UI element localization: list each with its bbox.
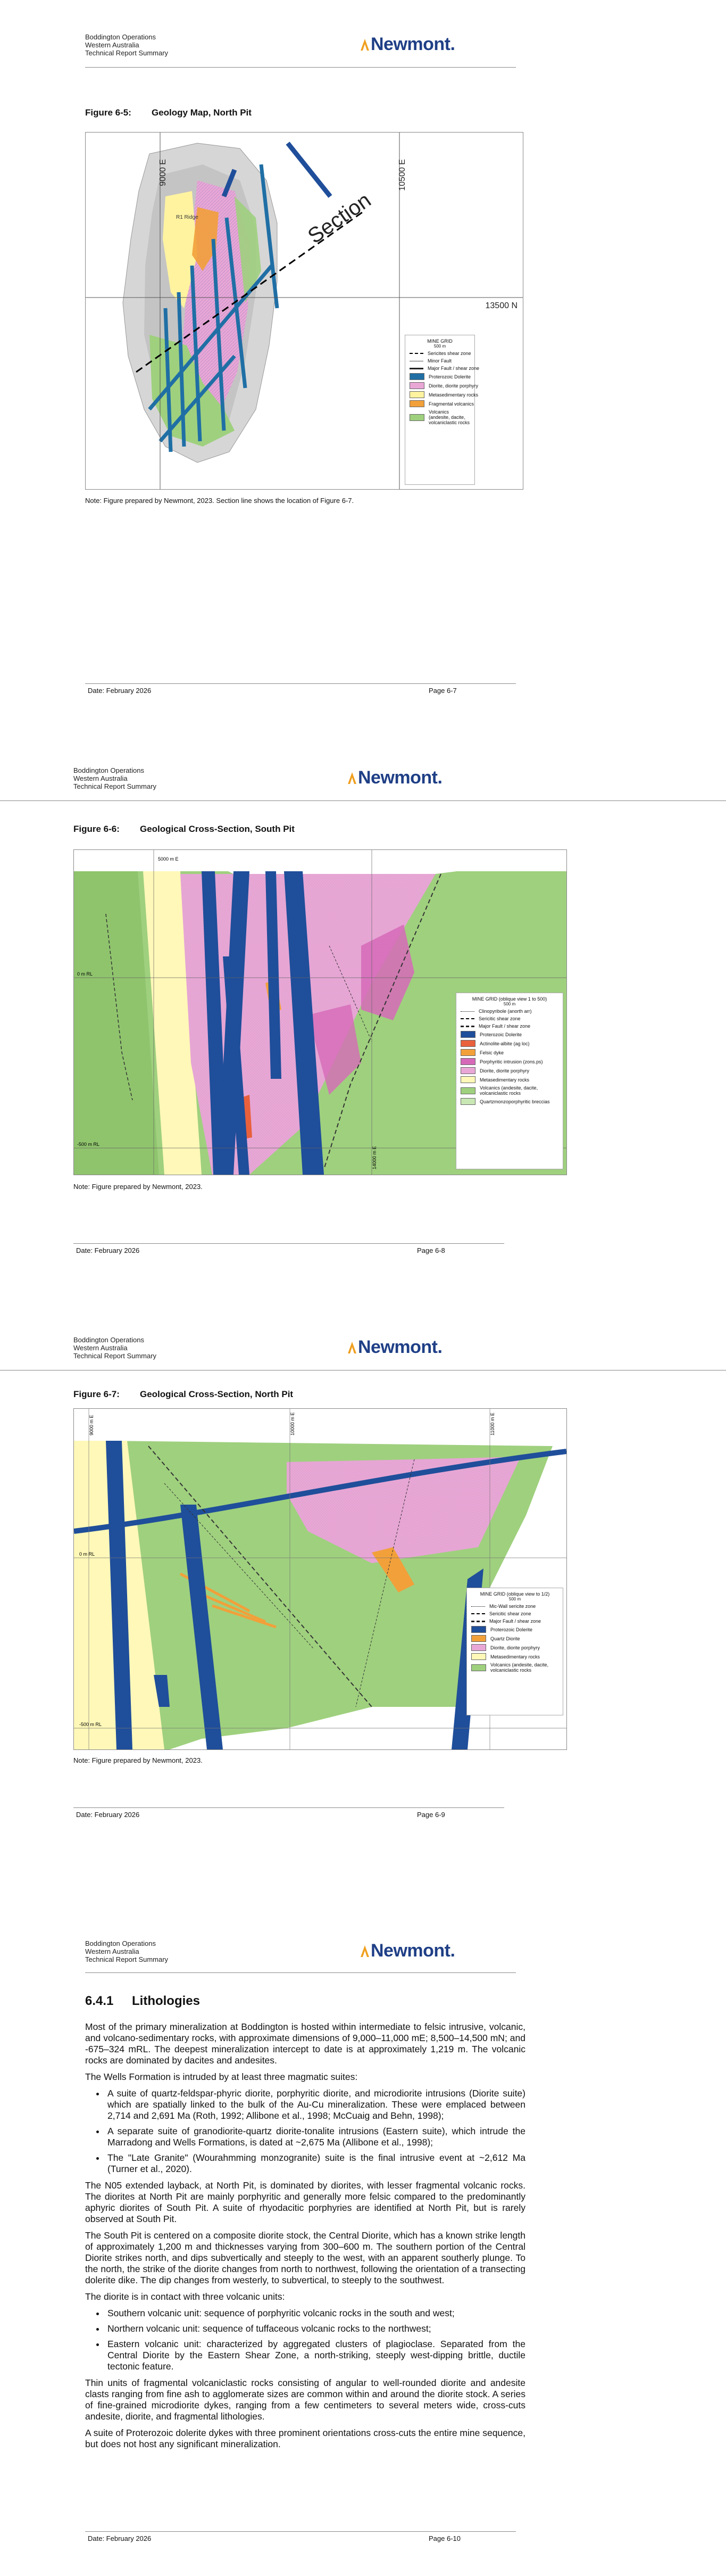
newmont-swoosh-icon	[360, 1944, 370, 1958]
figure-note: Note: Figure prepared by Newmont, 2023. Section line shows the location of Figure 6-7.	[85, 497, 354, 505]
rl-label-0: 0 m RL	[79, 1551, 95, 1557]
rl-label-500: -500 m RL	[77, 1142, 100, 1147]
section-title: Lithologies	[132, 1994, 200, 2008]
legend-item: Clinopyribole (anorth arr)	[461, 1009, 558, 1014]
legend-item: Metasedimentary rocks	[461, 1076, 558, 1083]
rl-label-500: -500 m RL	[79, 1722, 102, 1727]
legend-item: Volcanics (andesite, dacite, volcaniclastic rocks	[461, 1085, 558, 1096]
section-label: Section	[303, 188, 375, 249]
cross-section-south-pit	[73, 849, 567, 1175]
easting-label: 5000 m E	[158, 856, 179, 862]
page-6-10	[0, 1884, 726, 2576]
page-6-8	[0, 745, 726, 1315]
list-item: • The "Late Granite" (Wourahmming monzogranite) suite is the final intrusive event at ~2,612 Ma (Turner et al., 2020).	[105, 2152, 525, 2175]
legend-item: Proterozoic Dolerite	[410, 373, 470, 380]
page-header	[85, 33, 168, 57]
page-header	[73, 1336, 156, 1360]
easting-label: 9000 m E	[89, 1415, 94, 1435]
legend-item: Volcanics (andesite, dacite, volcaniclastic rocks	[471, 1662, 558, 1673]
newmont-swoosh-icon	[347, 1341, 357, 1355]
section-legend	[456, 993, 563, 1169]
figure-number: Figure 6-5:	[85, 108, 131, 118]
header-doc-type: Technical Report Summary	[73, 1352, 157, 1360]
figure-caption	[73, 1389, 293, 1400]
paragraph: The diorite is in contact with three volcanic units:	[85, 2291, 285, 2302]
header-region: Western Australia	[85, 1947, 139, 1955]
figure-caption	[73, 824, 295, 835]
figure-title: Geology Map, North Pit	[152, 108, 252, 118]
legend-title: MINE GRID (oblique view 1 to 500)	[472, 996, 547, 1002]
footer-date: Date: February 2026	[88, 687, 152, 695]
list-item: • Northern volcanic unit: sequence of tuffaceous volcanic rocks to the northwest;	[105, 2323, 525, 2334]
cross-section-north-pit	[73, 1408, 567, 1750]
header-rule	[85, 67, 516, 68]
easting-label: 10000 m E	[290, 1412, 295, 1435]
paragraph: The South Pit is centered on a composite diorite stock, the Central Diorite, which has a known strike length of approximately 1,200 m and thicknesses varying from 300–600 m. The southern portion of the Central Diorite strikes north, and dips subvertically and steeply to the west, with an apparent southerly plunge. To the north, the strike of the diorite changes from north to northwest, following the orientation of a transecting dolerite dike. The dip changes from westerly, to subvertical, to steeply to the southwest.	[85, 2230, 525, 2285]
header-company: Boddington Operations	[85, 33, 156, 41]
legend-item: Sericitic shear zone	[461, 1016, 558, 1021]
footer-rule	[85, 683, 516, 684]
page-header	[73, 766, 156, 790]
header-doc-type: Technical Report Summary	[85, 1955, 169, 1963]
paragraph: Thin units of fragmental volcaniclastic rocks consisting of angular to well-rounded diorite and andesite clasts ranging from fine ash to agglomerate sizes are common within and around the diorite stock. A series of fine-grained microdiorite dykes, ranging from a few centimeters to several meters wide, cross-cuts andesite, diorite, and fragmental lithologies.	[85, 2377, 525, 2422]
legend-scale: 500 m	[433, 344, 446, 349]
legend-item: Diorite, diorite porphyry	[410, 382, 470, 389]
grid-label-9000e: 9000 E	[158, 159, 168, 186]
list-item: • A separate suite of granodiorite-quartz diorite-tonalite intrusions (Eastern suite), which intrude the Marradong and Wells Formations, is dated at ~2,675 Ma (Allibone et al., 1998);	[105, 2126, 525, 2148]
page-number: Page 6-8	[417, 1246, 445, 1254]
legend-item: Proterozoic Dolerite	[471, 1626, 558, 1633]
page-header	[85, 1939, 168, 1963]
pit-surface	[74, 850, 566, 874]
legend-scale: 500 m	[508, 1597, 521, 1601]
legend-title: MINE GRID (oblique view to 1/2)	[480, 1591, 550, 1597]
figure-caption	[85, 108, 252, 118]
rl-label-0: 0 m RL	[77, 971, 93, 977]
newmont-logo	[360, 34, 455, 55]
page-6-7	[0, 0, 726, 745]
legend-title: MINE GRID	[427, 338, 453, 344]
newmont-logo	[360, 1941, 455, 1961]
legend-item: Quartzmonzoporphyritic breccias	[461, 1098, 558, 1105]
figure-number: Figure 6-6:	[73, 824, 120, 834]
header-rule	[0, 800, 726, 801]
legend-item: Felsic dyke	[461, 1049, 558, 1056]
header-rule	[85, 1972, 516, 1973]
header-doc-type: Technical Report Summary	[85, 49, 169, 57]
map-legend	[405, 335, 480, 485]
newmont-logo	[347, 767, 442, 788]
legend-item: Diorite, diorite porphyry	[461, 1067, 558, 1074]
ridge-label: R1 Ridge	[176, 214, 198, 220]
list-item: • Eastern volcanic unit: characterized by aggregated clusters of plagioclase. Separated from the Central Diorite by the Eastern Shear Zone, a north-striking, steeply west-dipping brittle, ductile tectonic feature.	[105, 2339, 525, 2372]
page-number: Page 6-9	[417, 1811, 445, 1819]
logo-text: Newmont.	[358, 1337, 443, 1357]
header-region: Western Australia	[73, 1344, 128, 1352]
paragraph: The Wells Formation is intruded by at least three magmatic suites:	[85, 2071, 358, 2082]
header-company: Boddington Operations	[73, 1336, 144, 1344]
footer-date: Date: February 2026	[76, 1246, 140, 1254]
header-region: Western Australia	[85, 41, 139, 49]
newmont-swoosh-icon	[360, 38, 370, 52]
easting-label: 14000 m E	[372, 1146, 377, 1169]
magmatic-suites-list	[85, 2088, 525, 2175]
footer-date: Date: February 2026	[88, 2534, 152, 2542]
list-item: • A suite of quartz-feldspar-phyric diorite, porphyritic diorite, and microdiorite intrusions (Diorite suite) which are spatially linked to the bulk of the Au-Cu mineralization. These were emplaced between 2,714 and 2,691 Ma (Roth, 1992; Allibone et al., 1998; McCuaig and Behn, 1998);	[105, 2088, 525, 2121]
figure-title: Geological Cross-Section, North Pit	[140, 1389, 294, 1399]
newmont-logo	[347, 1337, 442, 1358]
legend-item: Volcanics (andesite, dacite, volcaniclastic rocks	[410, 409, 470, 425]
section-number: 6.4.1	[85, 1994, 114, 2008]
figure-number: Figure 6-7:	[73, 1389, 120, 1399]
header-company: Boddington Operations	[73, 766, 144, 774]
paragraph: A suite of Proterozoic dolerite dykes with three prominent orientations cross-cuts the entire mine sequence, but does not host any significant mineralization.	[85, 2428, 525, 2449]
header-region: Western Australia	[73, 774, 128, 782]
footer-rule	[73, 1807, 504, 1808]
legend-item: Actinolite-albite (ag loc)	[461, 1040, 558, 1047]
legend-item: Major Fault / shear zone	[410, 366, 470, 371]
volcanic-units-list	[85, 2308, 525, 2372]
legend-item: Mic-Wall sericite zone	[471, 1604, 558, 1609]
footer-rule	[73, 1243, 504, 1244]
figure-note: Note: Figure prepared by Newmont, 2023.	[73, 1183, 203, 1191]
newmont-swoosh-icon	[347, 771, 357, 785]
legend-item: Porphyritic intrusion (zons.ps)	[461, 1058, 558, 1065]
easting-label: 11000 m E	[490, 1413, 495, 1435]
paragraph: The N05 extended layback, at North Pit, is dominated by diorites, with lesser fragmental volcanic rocks. The diorites at North Pit are mainly porphyritic and generally more felsic compared to the predominantly aphyric diorites of South Pit. A suite of rhyodacitic porphyries are identified at North Pit, but is rarely observed at South Pit.	[85, 2180, 525, 2224]
section-legend	[466, 1588, 563, 1715]
section-heading	[85, 1994, 200, 2009]
lithologies-body	[85, 2021, 525, 2455]
legend-item: Quartz Diorite	[471, 1635, 558, 1642]
logo-text: Newmont.	[371, 1941, 455, 1961]
page-number: Page 6-10	[429, 2534, 461, 2542]
legend-item: Metasedimentary rocks	[410, 391, 470, 398]
geology-map-north-pit	[85, 132, 523, 490]
paragraph: Most of the primary mineralization at Boddington is hosted within intermediate to felsic intrusive, volcanic, and volcano-sedimentary rocks, with approximate dimensions of 9,000–11,000 mE; 8,500–14,500 mN; and -675–324 mRL. The deepest mineralization intercept to date is at approximately 1,219 m. The volcanic rocks are dominated by dacites and andesites.	[85, 2021, 525, 2066]
legend-item: Minor Fault	[410, 358, 470, 364]
legend-item: Metasedimentary rocks	[471, 1653, 558, 1660]
legend-item: Diorite, diorite porphyry	[471, 1644, 558, 1651]
footer-rule	[85, 2531, 516, 2532]
legend-item: Sericites shear zone	[410, 351, 470, 356]
legend-scale: 500 m	[503, 1002, 516, 1006]
page-number: Page 6-7	[429, 687, 457, 695]
footer-date: Date: February 2026	[76, 1811, 140, 1819]
figure-note: Note: Figure prepared by Newmont, 2023.	[73, 1756, 203, 1764]
legend-item: Fragmental volcanics	[410, 400, 470, 407]
page-6-9	[0, 1315, 726, 1884]
logo-text: Newmont.	[371, 34, 455, 54]
grid-label-10500e: 10500 E	[398, 159, 407, 191]
header-doc-type: Technical Report Summary	[73, 782, 157, 790]
legend-item: Sericitic shear zone	[471, 1611, 558, 1616]
logo-text: Newmont.	[358, 767, 443, 788]
figure-title: Geological Cross-Section, South Pit	[140, 824, 295, 834]
legend-item: Proterozoic Dolerite	[461, 1031, 558, 1038]
legend-item: Major Fault / shear zone	[471, 1619, 558, 1624]
grid-label-13500n: 13500 N	[485, 301, 518, 310]
legend-item: Major Fault / shear zone	[461, 1023, 558, 1029]
header-company: Boddington Operations	[85, 1939, 156, 1947]
list-item: • Southern volcanic unit: sequence of porphyritic volcanic rocks in the south and west;	[105, 2308, 525, 2319]
